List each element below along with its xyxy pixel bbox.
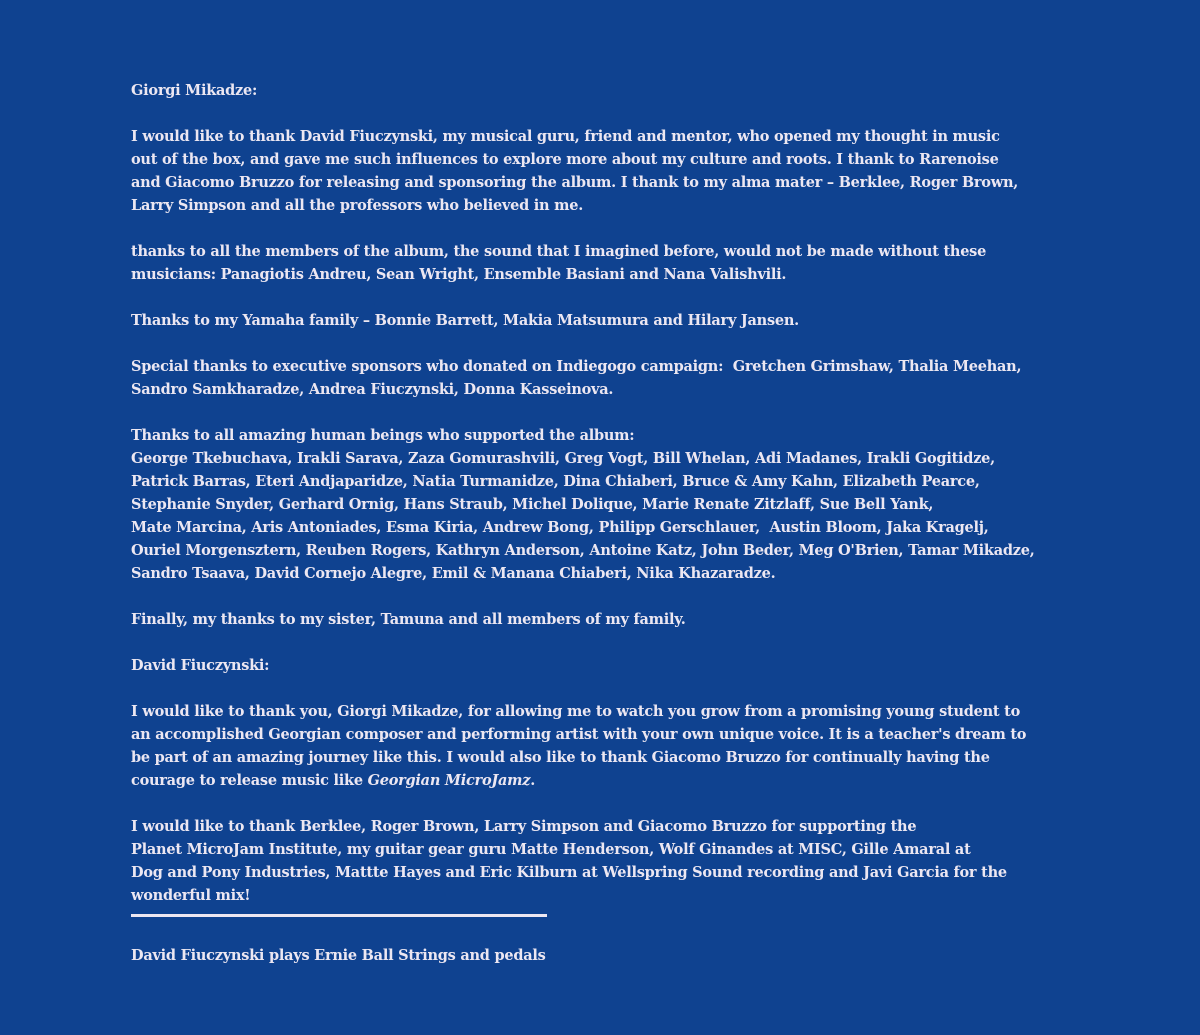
text-line: wonderful mix! (131, 887, 251, 904)
text-line: out of the box, and gave me such influences to explore more about my culture and roots. I thank to Rarenoise (131, 151, 999, 168)
text-line: Sandro Samkharadze, Andrea Fiuczynski, Donna Kasseinova. (131, 381, 614, 398)
spacer (131, 631, 1061, 654)
text-line: I would like to thank you, Giorgi Mikadze, for allowing me to watch you grow from a promising young student to (131, 703, 1021, 720)
david-heading: David Fiuczynski: (131, 657, 270, 674)
spacer (131, 332, 1061, 355)
spacer (131, 217, 1061, 240)
spacer (131, 286, 1061, 309)
giorgi-paragraph-musicians (131, 240, 1061, 286)
david-paragraph-thanks (131, 815, 1061, 907)
text-line: thanks to all the members of the album, the sound that I imagined before, would not be made without these (131, 243, 987, 260)
text-line: Dog and Pony Industries, Mattte Hayes and Eric Kilburn at Wellspring Sound recording and Javi Garcia for the (131, 864, 1007, 881)
text-line: I would like to thank Berklee, Roger Brown, Larry Simpson and Giacomo Bruzzo for supporting the (131, 818, 917, 835)
text-line: and Giacomo Bruzzo for releasing and sponsoring the album. I thank to my alma mater – Berklee, Roger Brown, (131, 174, 1019, 191)
giorgi-paragraph-yamaha (131, 309, 1061, 332)
giorgi-paragraph-mentor (131, 125, 1061, 217)
david-paragraph-giorgi (131, 700, 1061, 792)
text-line: Mate Marcina, Aris Antoniades, Esma Kiria, Andrew Bong, Philipp Gerschlauer, Austin Bloom, Jaka Kragelj, (131, 519, 989, 536)
text-fragment: . (530, 772, 536, 789)
endorsement-text: David Fiuczynski plays Ernie Ball Strings and pedals (131, 947, 546, 964)
text-line: Stephanie Snyder, Gerhard Ornig, Hans Straub, Michel Dolique, Marie Renate Zitzlaff, Sue Bell Yank, (131, 496, 934, 513)
text-line: Ouriel Morgensztern, Reuben Rogers, Kathryn Anderson, Antoine Katz, John Beder, Meg O'Brien, Tamar Mikadze, (131, 542, 1035, 559)
text-fragment: courage to release music like (131, 772, 368, 789)
text-line: Larry Simpson and all the professors who believed in me. (131, 197, 583, 214)
text-line: Thanks to my Yamaha family – Bonnie Barrett, Makia Matsumura and Hilary Jansen. (131, 312, 799, 329)
spacer (131, 401, 1061, 424)
spacer (131, 102, 1061, 125)
text-line: musicians: Panagiotis Andreu, Sean Wright, Ensemble Basiani and Nana Valishvili. (131, 266, 787, 283)
text-line: I would like to thank David Fiuczynski, my musical guru, friend and mentor, who opened my thought in music (131, 128, 1000, 145)
text-line: Sandro Tsaava, David Cornejo Alegre, Emil & Manana Chiaberi, Nika Khazaradze. (131, 565, 776, 582)
liner-notes (131, 79, 1061, 967)
spacer (131, 677, 1061, 700)
giorgi-paragraph-family (131, 608, 1061, 631)
text-line: George Tkebuchava, Irakli Sarava, Zaza Gomurashvili, Greg Vogt, Bill Whelan, Adi Madanes, Irakli Gogitidze, (131, 450, 995, 467)
text-line (131, 769, 1061, 792)
album-title: Georgian MicroJamz (367, 772, 531, 789)
giorgi-paragraph-supporters (131, 424, 1061, 585)
text-line: Planet MicroJam Institute, my guitar gear guru Matte Henderson, Wolf Ginandes at MISC, Gille Amaral at (131, 841, 971, 858)
giorgi-paragraph-sponsors (131, 355, 1061, 401)
text-line: Finally, my thanks to my sister, Tamuna and all members of my family. (131, 611, 686, 628)
text-line: an accomplished Georgian composer and performing artist with your own unique voice. It is a teacher's dream to (131, 726, 1027, 743)
text-line: be part of an amazing journey like this. I would also like to thank Giacomo Bruzzo for continually having the (131, 749, 990, 766)
spacer (131, 792, 1061, 815)
divider (131, 914, 547, 917)
spacer (131, 585, 1061, 608)
text-line: Special thanks to executive sponsors who donated on Indiegogo campaign: Gretchen Grimshaw, Thalia Meehan, (131, 358, 1022, 375)
text-line: Patrick Barras, Eteri Andjaparidze, Natia Turmanidze, Dina Chiaberi, Bruce & Amy Kahn, Elizabeth Pearce, (131, 473, 980, 490)
giorgi-heading: Giorgi Mikadze: (131, 82, 258, 99)
text-line: Thanks to all amazing human beings who supported the album: (131, 427, 635, 444)
